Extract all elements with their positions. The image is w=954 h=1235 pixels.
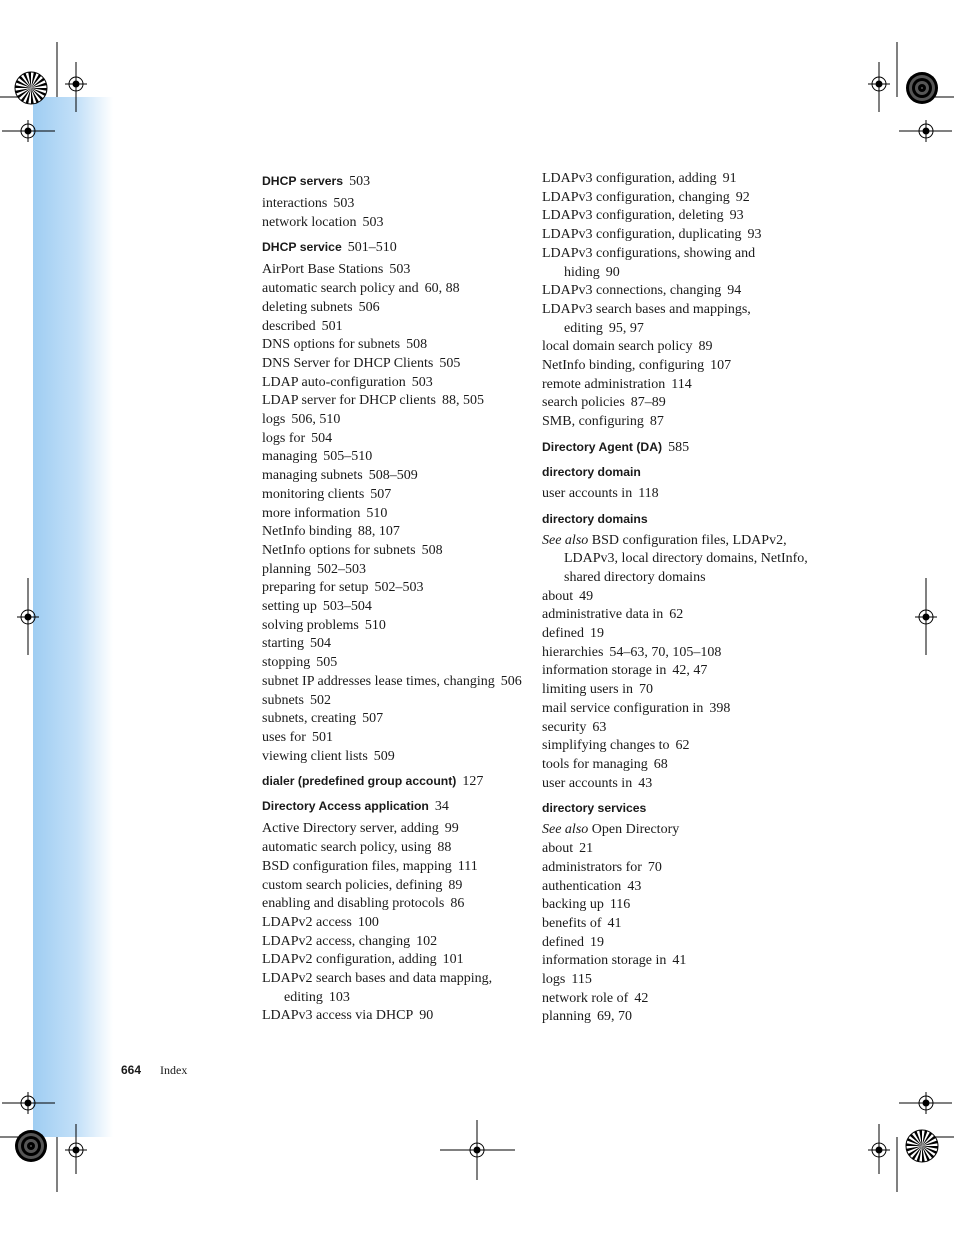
index-page-refs: 503	[411, 374, 433, 390]
index-page-refs: 510	[364, 617, 386, 633]
index-entry-text: LDAPv3 configuration, adding	[542, 171, 717, 186]
index-entry-text: Open Directory	[591, 822, 680, 838]
index-column-left	[262, 170, 532, 1026]
index-entry	[542, 934, 812, 953]
index-page-refs: 118	[638, 485, 659, 501]
index-entry-text: uses for	[262, 729, 306, 745]
index-entry	[262, 673, 532, 692]
index-entry-text: DNS Server for DHCP Clients	[262, 355, 434, 371]
index-entry	[542, 170, 812, 189]
index-page-refs: 502–503	[374, 580, 424, 596]
index-page-refs: 503	[362, 214, 384, 230]
index-entry-text: deleting subnets	[262, 299, 353, 315]
index-entry-text: tools for managing	[542, 756, 648, 772]
index-entry-text: automatic search policy, using	[262, 840, 432, 856]
index-page-refs: 103	[328, 989, 350, 1005]
index-page-refs: 502–503	[317, 561, 366, 577]
index-entry-text: search policies	[542, 395, 625, 411]
index-entry	[542, 376, 812, 395]
index-page-refs: 115	[571, 972, 592, 988]
index-page-refs: 585	[668, 439, 690, 455]
index-entry-text: user accounts in	[542, 775, 633, 791]
index-page-refs: 503	[349, 174, 371, 189]
index-entry-text: LDAPv3 configuration, duplicating	[542, 227, 742, 243]
index-entry-text: benefits of	[542, 915, 602, 931]
index-heading-term: directory services	[542, 801, 647, 816]
index-page-refs: 507	[370, 486, 392, 502]
index-page-refs: 102	[416, 933, 438, 949]
index-entry-text: about	[542, 588, 574, 604]
index-entry	[262, 839, 532, 858]
index-page-refs: 505	[439, 355, 461, 371]
index-entry	[262, 411, 532, 430]
index-entry	[262, 261, 532, 280]
index-entry	[542, 700, 812, 719]
index-entry	[262, 523, 532, 542]
index-entry	[262, 280, 532, 299]
index-entry	[542, 756, 812, 775]
index-page-refs: 93	[729, 208, 744, 224]
index-entry	[542, 245, 812, 282]
index-page-refs: 87	[649, 414, 664, 430]
index-entry-text: LDAPv3 search bases and mappings, editing	[542, 301, 751, 336]
index-entry-text: Active Directory server, adding	[262, 821, 439, 837]
index-entry-text: setting up	[262, 599, 317, 615]
index-entry	[542, 485, 812, 504]
index-page-refs: 90	[419, 1008, 434, 1024]
index-page-refs: 501	[311, 729, 333, 745]
index-entry-text: planning	[542, 1009, 591, 1025]
index-entry-text: LDAPv3 configurations, showing and hiding	[542, 245, 756, 280]
index-heading-term: directory domain	[542, 464, 641, 479]
index-entry	[262, 467, 532, 486]
registration-crosshair-icon	[915, 1092, 937, 1114]
index-page-refs: 70	[639, 682, 653, 698]
index-entry	[542, 644, 812, 663]
index-page-refs: 506	[358, 299, 380, 315]
index-entry-text: preparing for setup	[262, 580, 369, 596]
index-entry	[262, 877, 532, 896]
index-entry	[542, 775, 812, 794]
index-entry-text: simplifying changes to	[542, 738, 670, 754]
index-entry	[262, 1007, 532, 1026]
index-entry-text: LDAPv3 access via DHCP	[262, 1008, 414, 1024]
index-entry-text: NetInfo options for subnets	[262, 542, 416, 558]
index-page-refs: 501–510	[347, 240, 397, 256]
index-entry-text: BSD configuration files, LDAPv2, LDAPv3, local directory domains, NetInfo, shared directory domains	[564, 532, 808, 585]
index-page-refs: 510	[366, 505, 388, 521]
index-entry-text: subnets	[262, 692, 304, 708]
section-label: Index	[160, 1063, 188, 1077]
index-entry	[262, 486, 532, 505]
index-page-refs: 43	[627, 878, 642, 894]
index-entry-text: interactions	[262, 196, 328, 211]
index-entry-text: local domain search policy	[542, 339, 693, 355]
index-page-refs: 60, 88	[424, 281, 460, 297]
index-entry	[262, 374, 532, 393]
index-entry	[262, 505, 532, 524]
index-entry-text: described	[262, 318, 316, 334]
index-heading-term: Directory Agent (DA)	[542, 439, 663, 454]
index-page-refs: 19	[589, 626, 604, 642]
index-entry	[262, 617, 532, 636]
index-page-refs: 508–509	[368, 468, 418, 484]
registration-crosshair-icon	[868, 1139, 890, 1161]
index-entry	[262, 542, 532, 561]
index-entry	[542, 1008, 812, 1027]
index-entry-text: LDAPv3 configuration, changing	[542, 189, 730, 205]
index-page-refs: 69, 70	[597, 1009, 632, 1025]
index-page-refs: 42	[634, 990, 649, 1006]
index-entry-text: starting	[262, 636, 304, 652]
index-entry	[542, 681, 812, 700]
concentric-target-icon	[15, 1130, 47, 1162]
index-entry-text: security	[542, 719, 587, 735]
index-entry	[542, 821, 812, 840]
index-entry-text: mail service configuration in	[542, 700, 704, 716]
index-entry	[262, 654, 532, 673]
index-heading	[262, 797, 532, 816]
index-entry	[542, 301, 812, 338]
index-page-refs: 99	[444, 821, 459, 837]
index-entry-text: monitoring clients	[262, 486, 365, 502]
index-entry	[542, 413, 812, 432]
index-entry	[262, 318, 532, 337]
index-page-refs: 504	[310, 636, 331, 652]
index-entry	[542, 719, 812, 738]
index-page-refs: 111	[457, 858, 478, 874]
index-entry-text: subnets, creating	[262, 711, 357, 727]
registration-crosshair-icon	[868, 73, 890, 95]
registration-crosshair-icon	[17, 606, 39, 628]
index-entry-text: more information	[262, 505, 361, 521]
index-page-refs: 505	[316, 655, 338, 671]
index-entry-text: limiting users in	[542, 682, 633, 698]
index-page-refs: 88, 107	[357, 524, 400, 540]
registration-crosshair-icon	[65, 1139, 87, 1161]
index-entry-text: automatic search policy and	[262, 281, 419, 297]
starburst-target-icon	[906, 1130, 938, 1162]
index-page-refs: 506, 510	[291, 412, 341, 428]
index-page-refs: 503	[333, 196, 355, 211]
index-entry-text: SMB, configuring	[542, 414, 644, 430]
index-page-refs: 506	[500, 673, 522, 689]
index-entry	[542, 915, 812, 934]
index-page-refs: 62	[675, 738, 690, 754]
index-page-refs: 62	[669, 607, 684, 623]
index-page-refs: 398	[709, 700, 731, 716]
index-entry-text: NetInfo binding, configuring	[542, 358, 705, 374]
index-entry	[262, 858, 532, 877]
index-entry	[542, 606, 812, 625]
index-entry-text: logs	[542, 972, 566, 988]
index-page-refs: 34	[434, 799, 449, 815]
index-entry-text: authentication	[542, 878, 622, 894]
index-entry	[542, 226, 812, 245]
registration-crosshair-icon	[466, 1139, 488, 1161]
index-entry	[542, 859, 812, 878]
index-entry	[262, 195, 532, 214]
index-entry	[542, 588, 812, 607]
index-page-refs: 70	[647, 859, 662, 875]
index-entry-text: hierarchies	[542, 644, 604, 660]
see-also-label: See also	[542, 822, 589, 838]
index-entry	[262, 748, 532, 767]
index-heading	[542, 799, 812, 817]
index-entry-text: LDAPv2 configuration, adding	[262, 952, 437, 968]
index-page-refs: 92	[735, 189, 750, 205]
index-entry	[542, 896, 812, 915]
index-page-refs: 90	[605, 264, 620, 280]
index-entry-text: defined	[542, 934, 584, 950]
index-page-refs: 68	[653, 756, 668, 772]
index-entry-text: subnet IP addresses lease times, changing	[262, 673, 495, 689]
index-entry	[262, 561, 532, 580]
index-entry	[262, 895, 532, 914]
index-entry-text: BSD configuration files, mapping	[262, 858, 452, 874]
index-entry	[542, 990, 812, 1009]
index-page-refs: 501	[321, 318, 343, 334]
index-entry	[542, 971, 812, 990]
index-page-refs: 507	[362, 711, 384, 727]
index-page-refs: 21	[579, 841, 594, 857]
index-entry-text: information storage in	[542, 663, 667, 679]
index-entry	[262, 355, 532, 374]
index-entry-text: LDAPv2 search bases and data mapping, editing	[262, 971, 493, 1005]
see-also-label: See also	[542, 532, 589, 548]
index-entry-text: LDAPv3 configuration, deleting	[542, 208, 724, 224]
index-entry-text: managing subnets	[262, 468, 363, 484]
registration-crosshair-icon	[17, 120, 39, 142]
index-page-refs: 502	[310, 692, 331, 708]
index-heading-term: DHCP service	[262, 240, 342, 255]
index-entry	[262, 914, 532, 933]
index-entry	[262, 692, 532, 711]
index-entry	[542, 840, 812, 859]
index-entry	[542, 737, 812, 756]
index-entry-text: network location	[262, 214, 357, 230]
index-entry-text: remote administration	[542, 376, 666, 392]
index-entry-text: administrators for	[542, 859, 642, 875]
index-page-refs: 89	[698, 339, 713, 355]
index-page-refs: 89	[448, 877, 463, 893]
index-entry	[262, 598, 532, 617]
index-entry-text: LDAP server for DHCP clients	[262, 393, 436, 409]
index-entry-text: enabling and disabling protocols	[262, 896, 445, 912]
index-entry-text: defined	[542, 626, 584, 642]
index-page-refs: 41	[607, 915, 622, 931]
index-page-refs: 41	[672, 953, 687, 969]
index-entry	[262, 635, 532, 654]
index-heading	[542, 463, 812, 481]
index-entry	[262, 430, 532, 449]
index-page-refs: 504	[311, 430, 333, 446]
index-entry-text: backing up	[542, 897, 604, 913]
index-entry	[542, 662, 812, 681]
index-page-refs: 63	[592, 719, 607, 735]
index-entry	[262, 299, 532, 318]
registration-crosshair-icon	[65, 73, 87, 95]
index-page-refs: 88, 505	[441, 393, 484, 409]
index-entry-text: solving problems	[262, 617, 359, 633]
index-page-refs: 94	[727, 283, 742, 299]
concentric-target-icon	[906, 72, 938, 104]
index-page-refs: 114	[671, 376, 692, 392]
starburst-target-icon	[15, 72, 47, 104]
index-page-refs: 91	[722, 171, 737, 186]
index-entry	[262, 336, 532, 355]
index-page-refs: 101	[442, 952, 464, 968]
index-entry	[262, 214, 532, 233]
index-entry-text: administrative data in	[542, 607, 664, 623]
index-entry-text: custom search policies, defining	[262, 877, 443, 893]
index-entry	[262, 933, 532, 952]
index-entry	[262, 729, 532, 748]
index-page-refs: 86	[450, 896, 465, 912]
index-heading	[262, 238, 532, 257]
index-page-refs: 19	[589, 934, 604, 950]
index-heading-term: directory domains	[542, 511, 648, 526]
index-page-refs: 503	[389, 262, 411, 278]
index-entry	[262, 820, 532, 839]
index-entry-text: DNS options for subnets	[262, 337, 401, 353]
index-heading	[542, 438, 812, 457]
index-entry-text: LDAP auto-configuration	[262, 374, 406, 390]
index-entry	[542, 394, 812, 413]
page-footer	[121, 1063, 187, 1078]
index-entry	[542, 878, 812, 897]
index-entry	[262, 392, 532, 411]
index-page-refs: 93	[747, 227, 762, 243]
index-entry-text: LDAPv2 access	[262, 914, 352, 930]
index-page-refs: 88	[437, 840, 452, 856]
index-entry	[542, 357, 812, 376]
index-entry	[262, 448, 532, 467]
index-entry	[262, 579, 532, 598]
index-entry-text: logs	[262, 412, 286, 428]
index-entry	[542, 625, 812, 644]
index-entry	[542, 338, 812, 357]
index-entry-text: LDAPv3 connections, changing	[542, 283, 722, 299]
index-entry-text: network role of	[542, 990, 629, 1006]
index-page-refs: 116	[609, 897, 631, 913]
index-heading-term: dialer (predefined group account)	[262, 774, 457, 789]
index-page-refs: 49	[579, 588, 594, 604]
index-heading	[262, 172, 532, 191]
index-heading	[262, 772, 532, 791]
index-page-refs: 100	[357, 914, 379, 930]
index-page-refs: 42, 47	[672, 663, 708, 679]
index-page-refs: 508	[421, 542, 443, 558]
index-entry	[262, 951, 532, 970]
index-entry	[542, 207, 812, 226]
index-entry	[542, 282, 812, 301]
index-entry-text: LDAPv2 access, changing	[262, 933, 411, 949]
registration-crosshair-icon	[915, 120, 937, 142]
page-number: 664	[121, 1063, 142, 1077]
index-heading	[542, 510, 812, 528]
index-entry-text: stopping	[262, 655, 311, 671]
index-page-refs: 107	[710, 358, 732, 374]
index-entry-text: logs for	[262, 430, 306, 446]
index-entry-text: planning	[262, 561, 311, 577]
index-page-refs: 95, 97	[608, 320, 644, 336]
index-page-refs: 127	[462, 774, 484, 790]
index-entry-text: NetInfo binding	[262, 524, 352, 540]
index-page-refs: 508	[406, 337, 428, 353]
index-entry-text: managing	[262, 449, 318, 465]
index-entry-text: about	[542, 841, 574, 857]
index-heading-term: Directory Access application	[262, 799, 429, 814]
index-column-right	[542, 170, 812, 1027]
index-entry-text: viewing client lists	[262, 748, 368, 764]
index-page-refs: 43	[638, 775, 653, 791]
index-entry-text: user accounts in	[542, 485, 633, 501]
index-entry-text: information storage in	[542, 953, 667, 969]
registration-crosshair-icon	[915, 606, 937, 628]
index-entry	[542, 952, 812, 971]
index-entry	[542, 532, 812, 588]
index-entry-text: AirPort Base Stations	[262, 262, 384, 278]
index-entry	[262, 710, 532, 729]
index-page-refs: 505–510	[323, 449, 373, 465]
index-page-refs: 54–63, 70, 105–108	[609, 644, 722, 660]
registration-crosshair-icon	[17, 1092, 39, 1114]
index-page-refs: 503–504	[322, 599, 372, 615]
index-page-refs: 87–89	[630, 395, 666, 411]
index-heading-term: DHCP servers	[262, 174, 344, 188]
index-page-refs: 509	[373, 748, 395, 764]
index-entry	[262, 970, 532, 1007]
index-entry	[542, 189, 812, 208]
